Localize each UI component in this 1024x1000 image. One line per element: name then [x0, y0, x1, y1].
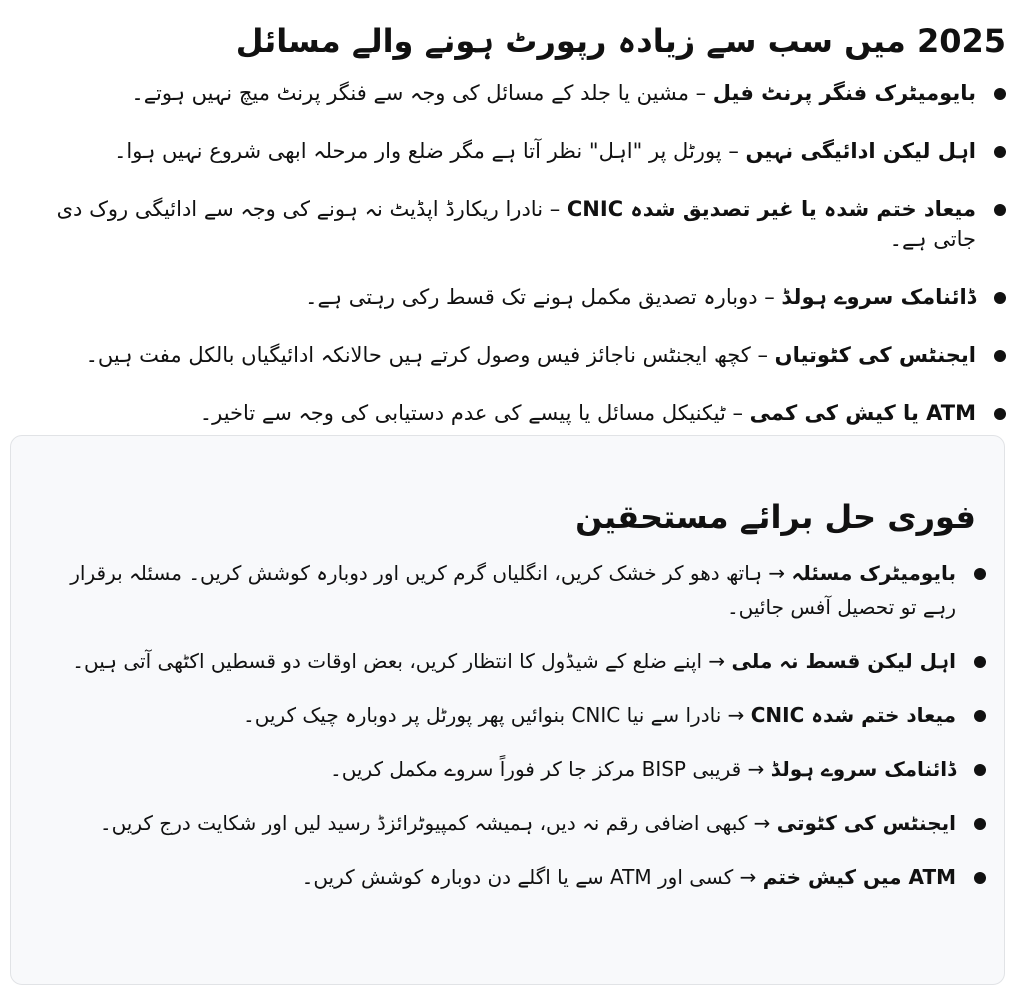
- item-desc: – نادرا ریکارڈ اپڈیٹ نہ ہونے کی وجہ سے ادائیگی روک دی جاتی ہے۔: [56, 197, 976, 251]
- item-term: اہل لیکن قسط نہ ملی: [731, 649, 956, 673]
- bullet-icon: [994, 292, 1006, 304]
- list-item: [34, 556, 994, 624]
- bullet-icon: [994, 350, 1006, 362]
- item-term: بایومیٹرک مسئلہ: [791, 561, 956, 585]
- list-item: [34, 698, 994, 732]
- item-desc: → ہاتھ دھو کر خشک کریں، انگلیاں گرم کریں اور دوبارہ کوشش کریں۔ مسئلہ برقرار رہے تو تحصیل آفس جائیں۔: [70, 561, 956, 619]
- item-term: ڈائنامک سروے ہولڈ: [770, 757, 956, 781]
- list-item: [10, 78, 1010, 108]
- item-desc: – کچھ ایجنٹس ناجائز فیس وصول کرتے ہیں حالانکہ ادائیگیاں بالکل مفت ہیں۔: [85, 343, 775, 367]
- bullet-icon: [974, 764, 986, 776]
- item-term: اہل لیکن ادائیگی نہیں: [745, 139, 976, 163]
- item-desc: – مشین یا جلد کے مسائل کی وجہ سے فنگر پرنٹ میچ نہیں ہوتے۔: [131, 81, 713, 105]
- bullet-icon: [974, 872, 986, 884]
- item-desc: → کسی اور ATM سے یا اگلے دن دوبارہ کوشش کریں۔: [301, 865, 763, 889]
- list-item: [10, 282, 1010, 312]
- bullet-icon: [974, 710, 986, 722]
- section-title-issues: 2025 میں سب سے زیادہ رپورٹ ہونے والے مسائل: [235, 22, 1006, 60]
- solutions-box: [10, 435, 1005, 985]
- item-term: ایجنٹس کی کٹوتیاں: [774, 343, 976, 367]
- bullet-icon: [994, 204, 1006, 216]
- list-item: [10, 136, 1010, 166]
- item-term: ڈائنامک سروے ہولڈ: [781, 285, 976, 309]
- bullet-icon: [974, 656, 986, 668]
- list-item: [10, 194, 1010, 254]
- list-item: [34, 860, 994, 894]
- item-desc: → نادرا سے نیا CNIC بنوائیں پھر پورٹل پر دوبارہ چیک کریں۔: [242, 703, 751, 727]
- item-desc: – دوبارہ تصدیق مکمل ہونے تک قسط رکی رہتی ہے۔: [305, 285, 782, 309]
- item-term: ATM یا کیش کی کمی: [749, 401, 976, 425]
- bullet-icon: [994, 88, 1006, 100]
- list-item: [34, 644, 994, 678]
- item-desc: → قریبی BISP مرکز جا کر فوراً سروے مکمل کریں۔: [329, 757, 771, 781]
- item-term: ATM میں کیش ختم: [762, 865, 956, 889]
- item-desc: → اپنے ضلع کے شیڈول کا انتظار کریں، بعض اوقات دو قسطیں اکٹھی آتی ہیں۔: [72, 649, 732, 673]
- bullet-icon: [994, 146, 1006, 158]
- item-term: میعاد ختم شدہ یا غیر تصدیق شدہ CNIC: [566, 197, 976, 221]
- item-desc: → کبھی اضافی رقم نہ دیں، ہمیشہ کمپیوٹرائزڈ رسید لیں اور شکایت درج کریں۔: [99, 811, 777, 835]
- solutions-list: [34, 556, 994, 914]
- item-term: بایومیٹرک فنگر پرنٹ فیل: [712, 81, 976, 105]
- section-title-solutions: فوری حل برائے مستحقین: [575, 498, 976, 536]
- issues-list: [10, 78, 1010, 456]
- item-term: میعاد ختم شدہ CNIC: [750, 703, 956, 727]
- list-item: [10, 398, 1010, 428]
- list-item: [34, 806, 994, 840]
- bullet-icon: [974, 818, 986, 830]
- bullet-icon: [994, 408, 1006, 420]
- item-desc: – ٹیکنیکل مسائل یا پیسے کی عدم دستیابی کی وجہ سے تاخیر۔: [199, 401, 750, 425]
- list-item: [34, 752, 994, 786]
- list-item: [10, 340, 1010, 370]
- bullet-icon: [974, 568, 986, 580]
- item-desc: – پورٹل پر "اہل" نظر آتا ہے مگر ضلع وار مرحلہ ابھی شروع نہیں ہوا۔: [114, 139, 746, 163]
- item-term: ایجنٹس کی کٹوتی: [776, 811, 956, 835]
